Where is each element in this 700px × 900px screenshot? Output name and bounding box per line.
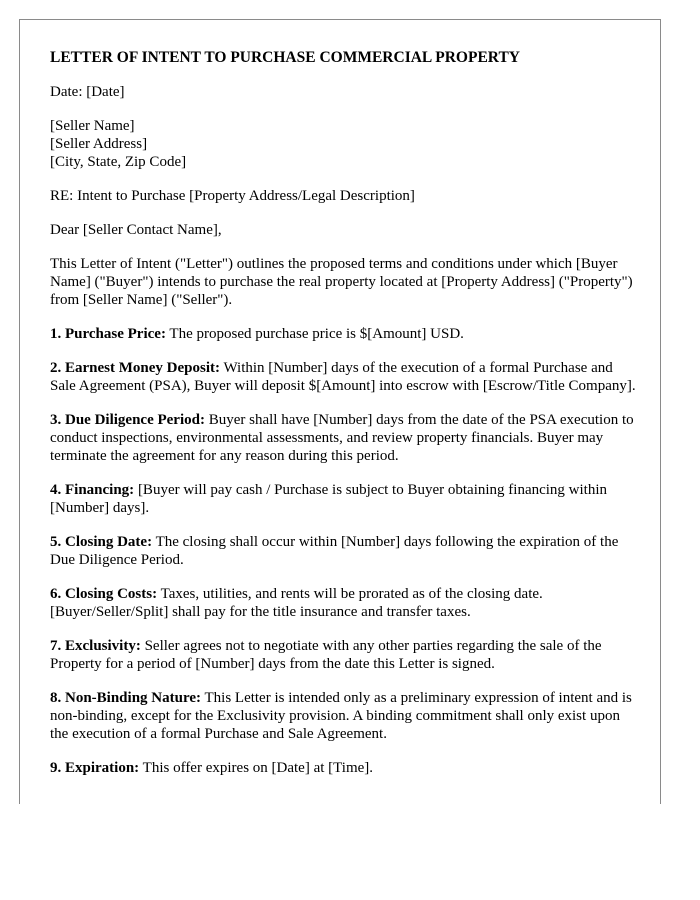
section-label: 4. Financing:: [50, 482, 135, 498]
section-expiration: [50, 759, 640, 777]
section-due-diligence-period: [50, 411, 640, 465]
section-label: 1. Purchase Price:: [50, 326, 166, 342]
letter-page: [19, 19, 661, 804]
section-label: 7. Exclusivity:: [50, 638, 141, 654]
letter-title: LETTER OF INTENT TO PURCHASE COMMERCIAL PROPERTY: [50, 49, 520, 66]
section-text: Seller agrees not to negotiate with any other parties regarding the sale of the Property for a period of [Number] days from the date this Letter is signed.: [50, 638, 602, 672]
letter-content: [50, 48, 640, 793]
section-purchase-price: [50, 325, 640, 343]
seller-name: [Seller Name]: [50, 118, 135, 134]
seller-address-block: [50, 117, 640, 171]
section-text: Buyer shall have [Number] days from the date of the PSA execution to conduct inspections, environmental assessments, and review property financials. Buyer may terminate the agreement for any reason during this period.: [50, 412, 634, 464]
section-exclusivity: [50, 637, 640, 673]
section-text: The closing shall occur within [Number] days following the expiration of the Due Diligence Period.: [50, 534, 619, 568]
section-text: The proposed purchase price is $[Amount] USD.: [169, 326, 464, 342]
section-non-binding-nature: [50, 689, 640, 743]
section-text: This Letter is intended only as a preliminary expression of intent and is non-binding, except for the Exclusivity provision. A binding commitment shall only exist upon the execution of a formal Purchase and Sale Agreement.: [50, 690, 632, 742]
section-label: 8. Non-Binding Nature:: [50, 690, 201, 706]
date-line: Date: [Date]: [50, 84, 125, 100]
seller-city-state-zip: [City, State, Zip Code]: [50, 154, 187, 170]
section-financing: [50, 481, 640, 517]
section-text: Taxes, utilities, and rents will be prorated as of the closing date. [Buyer/Seller/Split] shall pay for the title insurance and transfer taxes.: [50, 586, 543, 620]
section-closing-date: [50, 533, 640, 569]
section-closing-costs: [50, 585, 640, 621]
intro-paragraph: This Letter of Intent ("Letter") outlines the proposed terms and conditions under which [Buyer Name] ("Buyer") intends to purchase the real property located at [Property Address] ("Property") from [Seller Name] ("Seller").: [50, 256, 633, 308]
section-text: [Buyer will pay cash / Purchase is subject to Buyer obtaining financing within [Number] days].: [50, 482, 608, 516]
section-label: 2. Earnest Money Deposit:: [50, 360, 220, 376]
salutation: Dear [Seller Contact Name],: [50, 222, 222, 238]
seller-address: [Seller Address]: [50, 136, 148, 152]
section-text: This offer expires on [Date] at [Time].: [142, 760, 374, 776]
re-line: RE: Intent to Purchase [Property Address/Legal Description]: [50, 188, 415, 204]
section-label: 3. Due Diligence Period:: [50, 412, 205, 428]
section-label: 6. Closing Costs:: [50, 586, 158, 602]
section-label: 9. Expiration:: [50, 760, 140, 776]
section-label: 5. Closing Date:: [50, 534, 153, 550]
section-text: Within [Number] days of the execution of a formal Purchase and Sale Agreement (PSA), Buyer will deposit $[Amount] into escrow with [Escrow/Title Company].: [50, 360, 636, 394]
section-earnest-money-deposit: [50, 359, 640, 395]
